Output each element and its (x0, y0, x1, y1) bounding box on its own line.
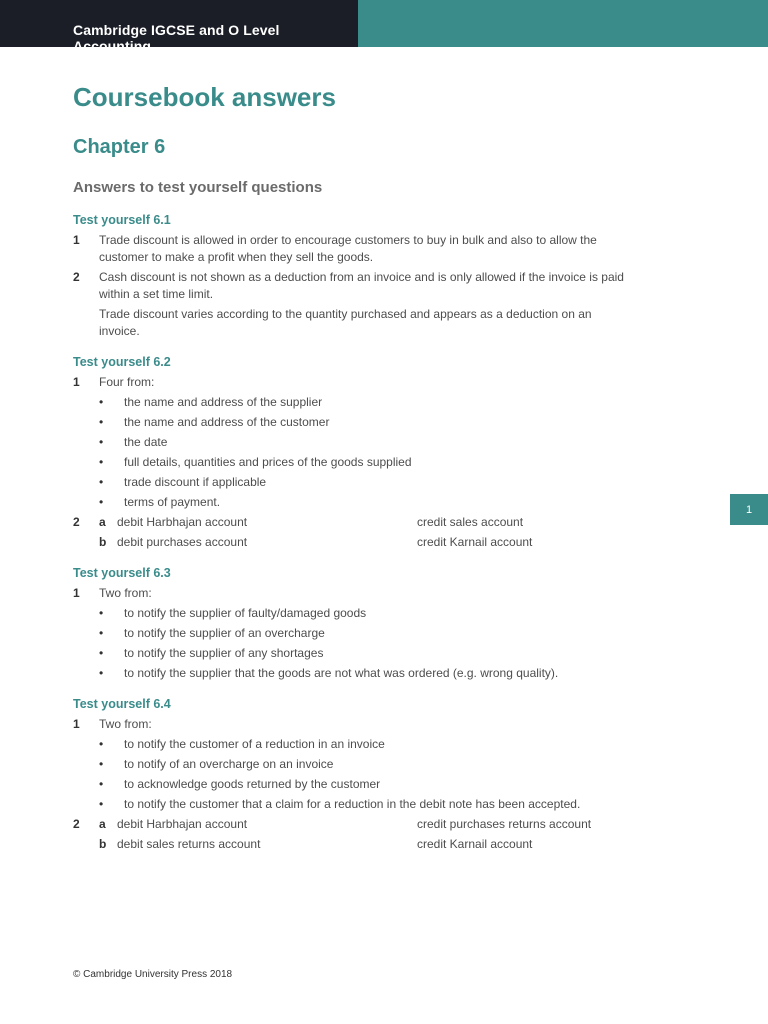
document-title: Coursebook answers (73, 82, 336, 112)
answer-item (73, 585, 633, 602)
bullet-icon: • (99, 495, 104, 509)
bullet-list (73, 394, 633, 511)
bullet-icon: • (99, 395, 104, 409)
ledger-entry-row (73, 534, 633, 551)
bullet-list (73, 605, 633, 682)
list-item-text: the name and address of the customer (124, 415, 330, 429)
list-item (73, 474, 633, 491)
list-item (73, 434, 633, 451)
answer-letter: b (99, 535, 107, 549)
list-item-text: full details, quantities and prices of the goods supplied (124, 455, 412, 469)
list-item-text: the name and address of the supplier (124, 395, 323, 409)
credit-entry: credit purchases returns account (417, 817, 592, 831)
answer-item (73, 232, 633, 266)
bullet-icon: • (99, 606, 104, 620)
bullet-icon: • (99, 626, 104, 640)
answer-item (73, 269, 633, 303)
list-item (73, 665, 633, 682)
answer-number: 1 (73, 586, 80, 600)
answer-number: 1 (73, 375, 80, 389)
answer-number: 1 (73, 233, 80, 247)
ledger-entry-row (73, 514, 633, 531)
list-item-text: to notify the supplier of an overcharge (124, 626, 325, 640)
answer-number: 2 (73, 515, 80, 529)
bullet-icon: • (99, 757, 104, 771)
section-title: Test yourself 6.2 (73, 355, 171, 369)
test-yourself-6-4 (73, 696, 633, 853)
debit-entry: debit Harbhajan account (117, 515, 248, 529)
ledger-entry-row (73, 816, 633, 833)
running-header (0, 0, 358, 54)
header-accent-bar (358, 0, 768, 47)
answer-text: Trade discount is allowed in order to encourage customers to buy in bulk and also to allow the customer to make a profit when they sell the goods. (99, 233, 597, 264)
list-item (73, 605, 633, 622)
answer-text: Four from: (99, 375, 155, 389)
bullet-icon: • (99, 646, 104, 660)
test-yourself-6-3 (73, 565, 633, 682)
running-header-title: Cambridge IGCSE and O Level Accounting (73, 22, 280, 54)
list-item-text: to notify the supplier that the goods are not what was ordered (e.g. wrong quality). (124, 666, 559, 680)
bullet-icon: • (99, 737, 104, 751)
debit-entry: debit Harbhajan account (117, 817, 248, 831)
list-item-text: to notify the supplier of faulty/damaged goods (124, 606, 367, 620)
answer-letter: b (99, 837, 107, 851)
list-item (73, 796, 633, 813)
bullet-icon: • (99, 475, 104, 489)
answer-number: 2 (73, 270, 80, 284)
main-content (73, 80, 633, 853)
answer-item (73, 374, 633, 391)
bullet-list (73, 736, 633, 813)
list-item-text: trade discount if applicable (124, 475, 267, 489)
list-item (73, 645, 633, 662)
list-item (73, 394, 633, 411)
list-item-text: to acknowledge goods returned by the customer (124, 777, 381, 791)
answer-text: Two from: (99, 586, 152, 600)
list-item-text: terms of payment. (124, 495, 221, 509)
list-item-text: to notify the supplier of any shortages (124, 646, 324, 660)
list-item (73, 756, 633, 773)
section-title: Test yourself 6.4 (73, 697, 171, 711)
bullet-icon: • (99, 777, 104, 791)
section-subtitle: Answers to test yourself questions (73, 179, 323, 196)
page-number: 1 (745, 503, 753, 516)
list-item (73, 736, 633, 753)
answer-number: 2 (73, 817, 80, 831)
bullet-icon: • (99, 435, 104, 449)
list-item (73, 625, 633, 642)
bullet-icon: • (99, 415, 104, 429)
ledger-entry-row (73, 836, 633, 853)
list-item (73, 454, 633, 471)
list-item (73, 414, 633, 431)
answer-item (73, 716, 633, 733)
credit-entry: credit sales account (417, 515, 524, 529)
credit-entry: credit Karnail account (417, 535, 533, 549)
answer-continuation: Trade discount varies according to the quantity purchased and appears as a deduction on an invoice. (99, 307, 592, 338)
bullet-icon: • (99, 455, 104, 469)
test-yourself-6-1 (73, 212, 633, 340)
list-item (73, 494, 633, 511)
bullet-icon: • (99, 666, 104, 680)
credit-entry: credit Karnail account (417, 837, 533, 851)
answer-text: Cash discount is not shown as a deduction from an invoice and is only allowed if the invoice is paid within a set time limit. (99, 270, 624, 301)
copyright-footer: © Cambridge University Press 2018 (73, 969, 233, 980)
answer-number: 1 (73, 717, 80, 731)
answer-text: Two from: (99, 717, 152, 731)
list-item-text: the date (124, 435, 168, 449)
section-title: Test yourself 6.3 (73, 566, 171, 580)
answer-letter: a (99, 515, 106, 529)
debit-entry: debit purchases account (117, 535, 248, 549)
list-item-text: to notify the customer that a claim for a reduction in the debit note has been accepted. (124, 797, 581, 811)
answer-letter: a (99, 817, 106, 831)
page-number-tab (730, 494, 768, 525)
chapter-heading: Chapter 6 (73, 136, 166, 158)
test-yourself-6-2 (73, 354, 633, 551)
list-item-text: to notify of an overcharge on an invoice (124, 757, 334, 771)
debit-entry: debit sales returns account (117, 837, 261, 851)
section-title: Test yourself 6.1 (73, 213, 171, 227)
list-item-text: to notify the customer of a reduction in an invoice (124, 737, 385, 751)
bullet-icon: • (99, 797, 104, 811)
list-item (73, 776, 633, 793)
